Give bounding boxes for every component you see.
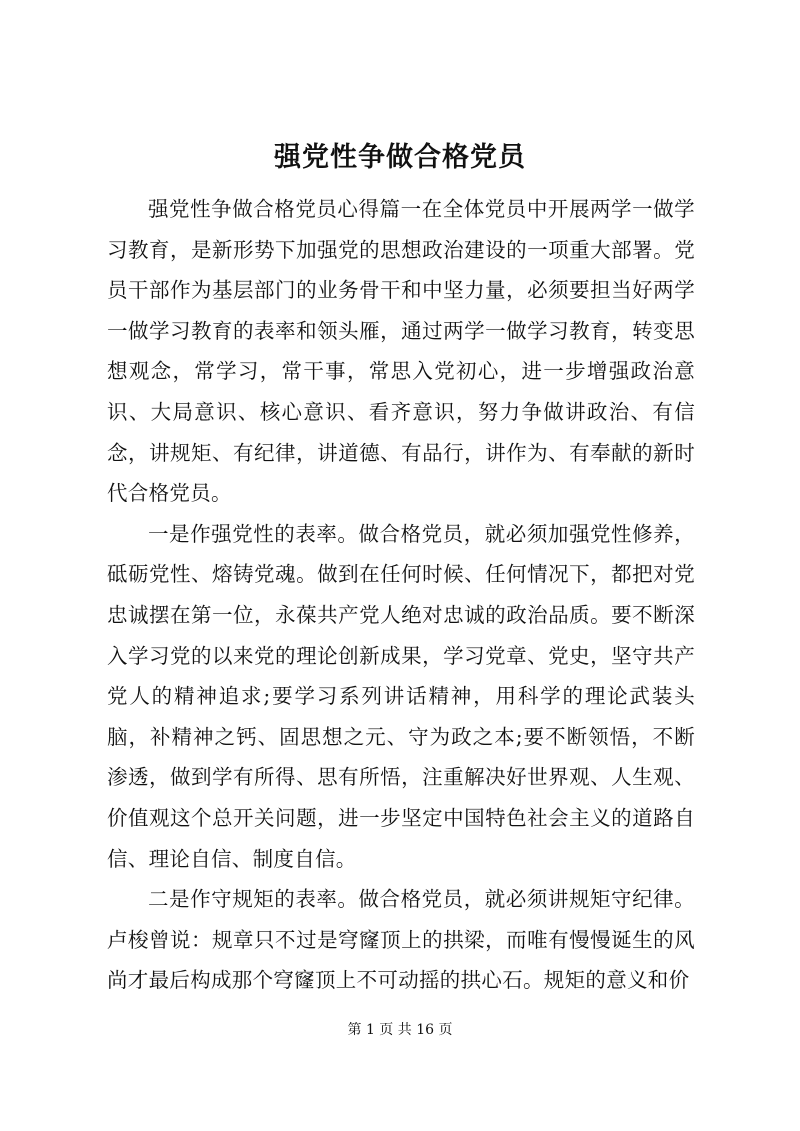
paragraph-party-spirit: 一是作强党性的表率。做合格党员，就必须加强党性修养，砥砺党性、熔铸党魂。做到在任何时候、任何情况下，都把对党忠诚摆在第一位，永葆共产党人绝对忠诚的政治品质。要不断深入学习党的以来党的理论创新成果，学习党章、党史，坚守共产党人的精神追求;要学习系列讲话精神，用科学的理论武装头脑，补精神之钙、固思想之元、守为政之本;要不断领悟，不断渗透，做到学有所得、思有所悟，注重解决好世界观、人生观、价值观这个总开关问题，进一步坚定中国特色社会主义的道路自信、理论自信、制度自信。 [107,521,695,871]
document-body [107,189,695,1001]
paragraph-rules: 二是作守规矩的表率。做合格党员，就必须讲规矩守纪律。卢梭曾说：规章只不过是穹窿顶上的拱梁，而唯有慢慢诞生的风尚才最后构成那个穹窿顶上不可动摇的拱心石。规矩的意义和价 [107,887,695,993]
document-title: 强党性争做合格党员 [274,142,526,173]
page-number-footer: 第 1 页 共 16 页 [347,1022,453,1038]
paragraph-intro: 强党性争做合格党员心得篇一在全体党员中开展两学一做学习教育，是新形势下加强党的思想政治建设的一项重大部署。党员干部作为基层部门的业务骨干和中坚力量，必须要担当好两学一做学习教育的表率和领头雁，通过两学一做学习教育，转变思想观念，常学习，常干事，常思入党初心，进一步增强政治意识、大局意识、核心意识、看齐意识，努力争做讲政治、有信念，讲规矩、有纪律，讲道德、有品行，讲作为、有奉献的新时代合格党员。 [107,197,695,506]
